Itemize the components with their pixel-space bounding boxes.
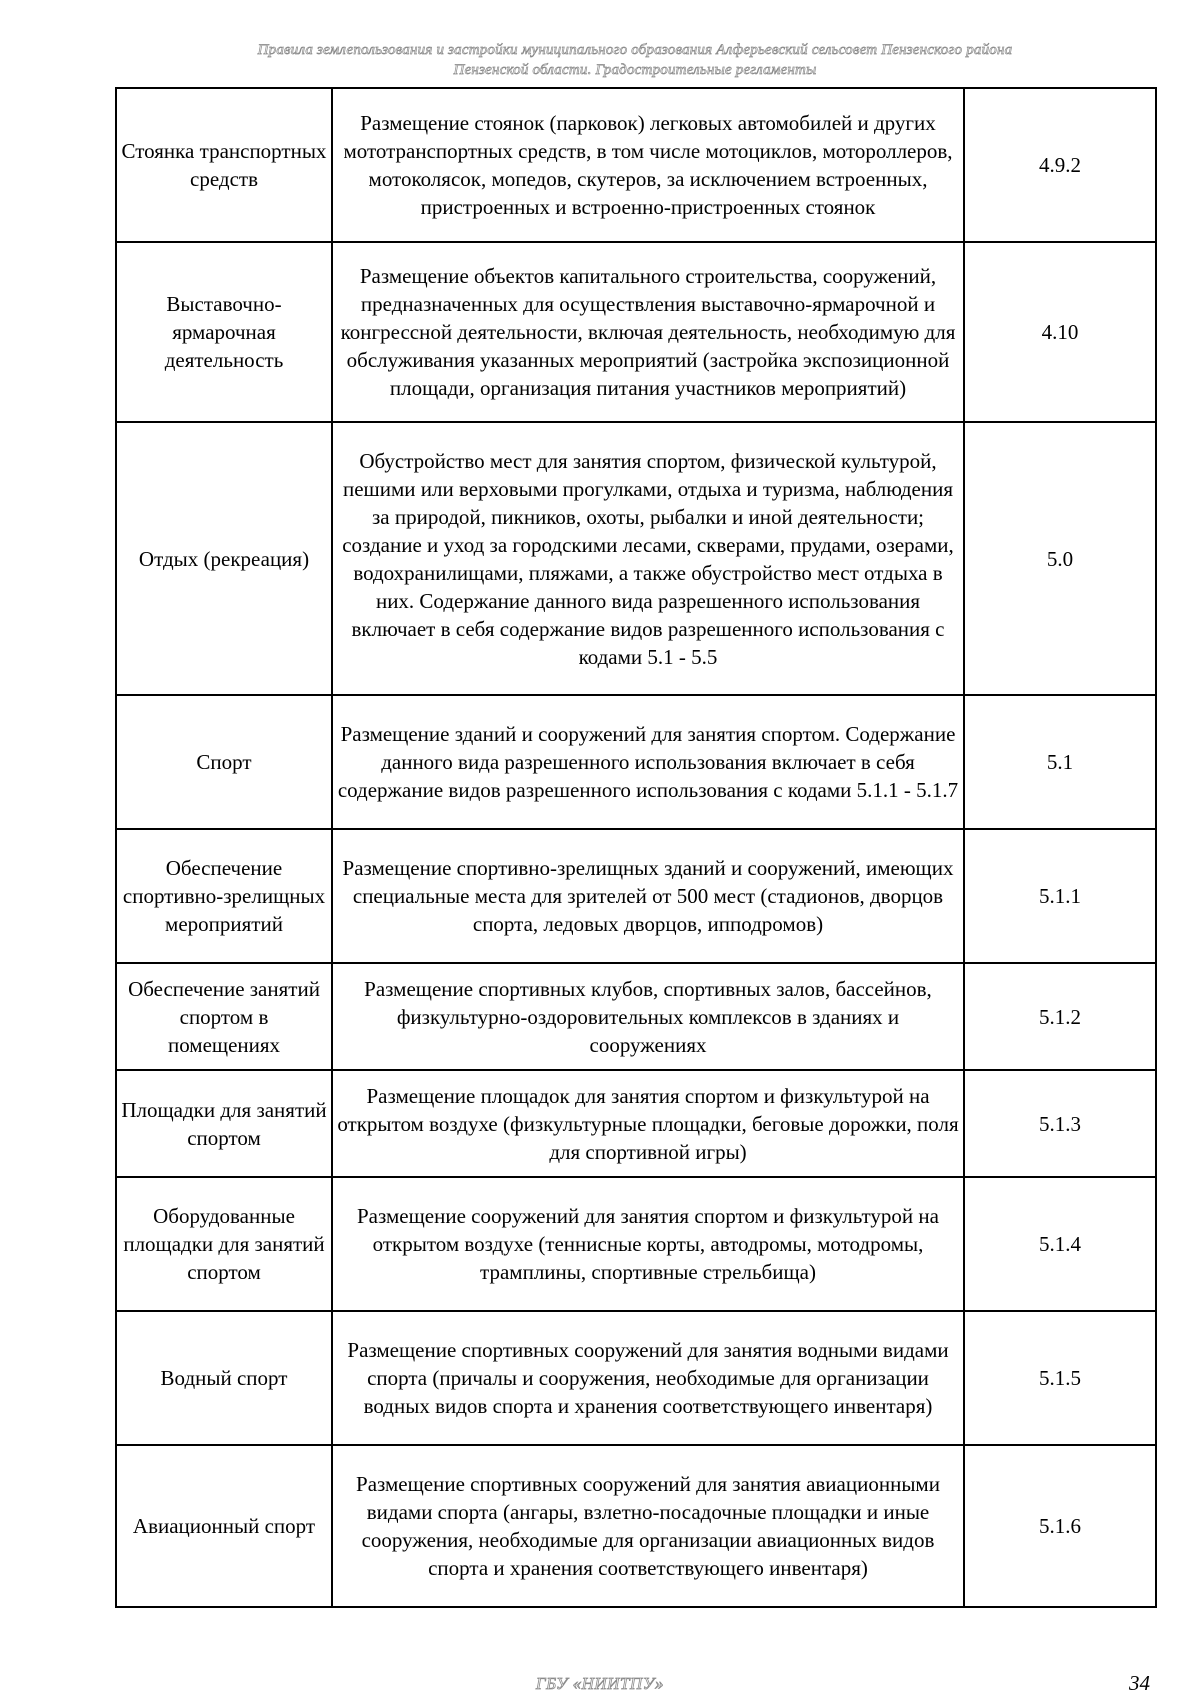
use-type-description: Размещение стоянок (парковок) легковых автомобилей и других мототранспортных средств, в том числе мотоциклов, мотороллеров, мотоколясок, мопедов, скутеров, за исключением встроенных, пристроенных и встроенно-пристроенных стоянок bbox=[332, 88, 964, 242]
table-row bbox=[116, 1311, 1156, 1445]
table-row bbox=[116, 829, 1156, 963]
use-type-code: 5.1.6 bbox=[964, 1445, 1156, 1607]
use-type-description: Размещение спортивных сооружений для занятия авиационными видами спорта (ангары, взлетно-посадочные площадки и иные сооружения, необходимые для организации авиационных видов спорта и хранения соответствующего инвентаря) bbox=[332, 1445, 964, 1607]
use-type-description: Размещение спортивно-зрелищных зданий и сооружений, имеющих специальные места для зрителей от 500 мест (стадионов, дворцов спорта, ледовых дворцов, ипподромов) bbox=[332, 829, 964, 963]
use-type-code: 5.1 bbox=[964, 695, 1156, 829]
use-type-description: Обустройство мест для занятия спортом, физической культурой, пешими или верховыми прогулками, отдыха и туризма, наблюдения за природой, пикников, охоты, рыбалки и иной деятельности; создание и уход за городскими лесами, скверами, прудами, озерами, водохранилищами, пляжами, а также обустройство мест отдыха в них. Содержание данного вида разрешенного использования включает в себя содержание видов разрешенного использования с кодами 5.1 - 5.5 bbox=[332, 422, 964, 695]
use-type-code: 5.1.4 bbox=[964, 1177, 1156, 1311]
land-use-table bbox=[115, 87, 1157, 1608]
table-row bbox=[116, 88, 1156, 242]
use-type-name: Площадки для занятий спортом bbox=[116, 1070, 332, 1177]
use-type-name: Авиационный спорт bbox=[116, 1445, 332, 1607]
use-type-code: 4.9.2 bbox=[964, 88, 1156, 242]
use-type-code: 5.1.2 bbox=[964, 963, 1156, 1070]
use-type-description: Размещение сооружений для занятия спортом и физкультурой на открытом воздухе (теннисные корты, автодромы, мотодромы, трамплины, спортивные стрельбища) bbox=[332, 1177, 964, 1311]
running-header bbox=[115, 40, 1155, 80]
use-type-description: Размещение спортивных сооружений для занятия водными видами спорта (причалы и сооружения, необходимые для организации водных видов спорта и хранения соответствующего инвентаря) bbox=[332, 1311, 964, 1445]
use-type-code: 4.10 bbox=[964, 242, 1156, 422]
use-type-name: Стоянка транспортных средств bbox=[116, 88, 332, 242]
use-type-code: 5.1.1 bbox=[964, 829, 1156, 963]
table-row bbox=[116, 963, 1156, 1070]
running-header-line-1: Правила землепользования и застройки муниципального образования Алферьевский сельсовет Пензенского района bbox=[257, 42, 1013, 58]
use-type-name: Оборудованные площадки для занятий спортом bbox=[116, 1177, 332, 1311]
use-type-description: Размещение спортивных клубов, спортивных залов, бассейнов, физкультурно-оздоровительных комплексов в зданиях и сооружениях bbox=[332, 963, 964, 1070]
use-type-code: 5.1.5 bbox=[964, 1311, 1156, 1445]
use-type-description: Размещение площадок для занятия спортом и физкультурой на открытом воздухе (физкультурные площадки, беговые дорожки, поля для спортивной игры) bbox=[332, 1070, 964, 1177]
table-row bbox=[116, 422, 1156, 695]
table-row bbox=[116, 695, 1156, 829]
table-row bbox=[116, 1177, 1156, 1311]
footer-organization: ГБУ «НИИТПУ» bbox=[535, 1674, 665, 1693]
use-type-name: Выставочно-ярмарочная деятельность bbox=[116, 242, 332, 422]
use-type-code: 5.1.3 bbox=[964, 1070, 1156, 1177]
use-type-name: Обеспечение занятий спортом в помещениях bbox=[116, 963, 332, 1070]
use-type-description: Размещение зданий и сооружений для занятия спортом. Содержание данного вида разрешенного использования включает в себя содержание видов разрешенного использования с кодами 5.1.1 - 5.1.7 bbox=[332, 695, 964, 829]
running-header-line-2: Пензенской области. Градостроительные регламенты bbox=[453, 62, 817, 78]
use-type-name: Отдых (рекреация) bbox=[116, 422, 332, 695]
use-type-name: Спорт bbox=[116, 695, 332, 829]
use-type-description: Размещение объектов капитального строительства, сооружений, предназначенных для осуществления выставочно-ярмарочной и конгрессной деятельности, включая деятельность, необходимую для обслуживания указанных мероприятий (застройка экспозиционной площади, организация питания участников мероприятий) bbox=[332, 242, 964, 422]
use-type-name: Водный спорт bbox=[116, 1311, 332, 1445]
table-row bbox=[116, 1070, 1156, 1177]
table-row bbox=[116, 1445, 1156, 1607]
use-type-code: 5.0 bbox=[964, 422, 1156, 695]
table-row bbox=[116, 242, 1156, 422]
page-number: 34 bbox=[1129, 1671, 1150, 1695]
use-type-name: Обеспечение спортивно-зрелищных мероприятий bbox=[116, 829, 332, 963]
